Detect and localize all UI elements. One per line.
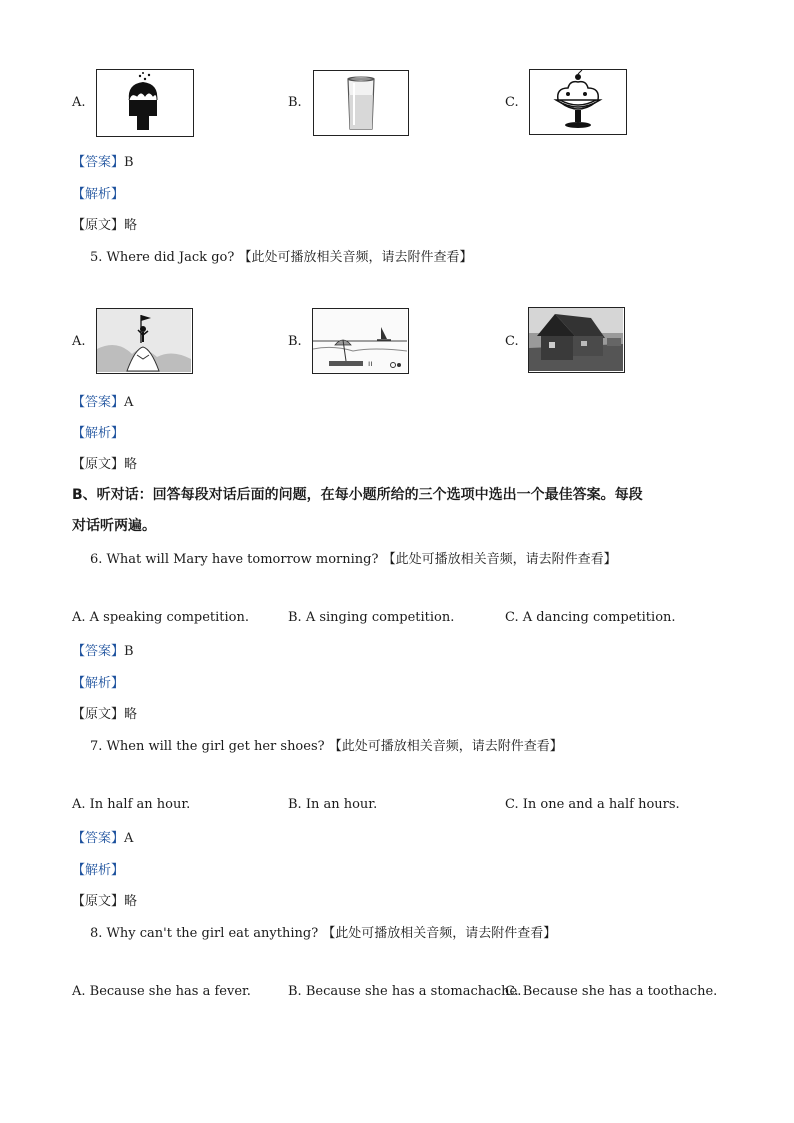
answer-tag: 【答案】	[72, 395, 125, 410]
source-tag: 【原文】	[72, 894, 125, 909]
q4-option-b-label: B.	[288, 95, 302, 110]
q4-source-row	[72, 214, 137, 233]
mountain-climber-icon	[97, 309, 191, 372]
q4-analysis-row	[72, 183, 124, 202]
q7-source-row	[72, 890, 137, 909]
answer-tag: 【答案】	[72, 155, 125, 170]
q5-option-a-image	[96, 308, 193, 374]
analysis-tag: 【解析】	[72, 676, 125, 691]
source-tag: 【原文】	[72, 707, 125, 722]
ice-cream-bar-icon	[97, 70, 192, 135]
q7-option-b: B. In an hour.	[288, 797, 378, 812]
q8-option-a: A. Because she has a fever.	[72, 984, 251, 999]
q5-source: 略	[124, 457, 138, 472]
q8-option-c: C. Because she has a toothache.	[505, 984, 718, 999]
answer-tag: 【答案】	[72, 831, 125, 846]
q4-option-c-image	[529, 69, 627, 135]
q5-option-b-image	[312, 308, 409, 374]
q6-source-row	[72, 703, 137, 722]
q5-source-row	[72, 453, 137, 472]
source-tag: 【原文】	[72, 457, 125, 472]
q5-answer-row	[72, 391, 133, 410]
ice-cream-sundae-icon	[530, 70, 625, 133]
q7-source: 略	[124, 894, 138, 909]
q5-analysis-row	[72, 422, 124, 441]
section-b-instruction-line2: 对话听两遍。	[72, 518, 156, 534]
q5-option-c-label: C.	[505, 334, 519, 349]
analysis-tag: 【解析】	[72, 187, 125, 202]
q5-option-b-label: B.	[288, 334, 302, 349]
q7-option-a: A. In half an hour.	[72, 797, 191, 812]
q5-answer: A	[124, 395, 134, 410]
q8-question: 8. Why can't the girl eat anything? 【此处可播放相关音频，请去附件查看】	[90, 926, 557, 941]
q4-option-a-image	[96, 69, 194, 137]
q8-option-b: B. Because she has a stomachache.	[288, 984, 522, 999]
q7-question: 7. When will the girl get her shoes? 【此处可播放相关音频，请去附件查看】	[90, 739, 563, 754]
analysis-tag: 【解析】	[72, 863, 125, 878]
q6-option-b: B. A singing competition.	[288, 610, 455, 625]
q6-source: 略	[124, 707, 138, 722]
q5-option-c-image	[528, 307, 625, 373]
q7-answer-row	[72, 827, 133, 846]
q5-option-a-label: A.	[72, 334, 86, 349]
q4-option-c-label: C.	[505, 95, 519, 110]
q7-analysis-row	[72, 859, 124, 878]
q6-option-c: C. A dancing competition.	[505, 610, 676, 625]
q6-option-a: A. A speaking competition.	[72, 610, 250, 625]
q7-answer: A	[124, 831, 134, 846]
beach-icon	[313, 309, 407, 372]
q5-question: 5. Where did Jack go? 【此处可播放相关音频，请去附件查看】	[90, 250, 473, 265]
q6-answer-row	[72, 640, 134, 659]
analysis-tag: 【解析】	[72, 426, 125, 441]
glass-of-water-icon	[314, 71, 407, 134]
section-b-instruction-line1: B、听对话：回答每段对话后面的问题，在每小题所给的三个选项中选出一个最佳答案。每段	[72, 487, 643, 503]
q4-option-a-label: A.	[72, 95, 86, 110]
source-tag: 【原文】	[72, 218, 125, 233]
q4-answer-row	[72, 151, 134, 170]
q6-analysis-row	[72, 672, 124, 691]
q4-option-b-image	[313, 70, 409, 136]
answer-tag: 【答案】	[72, 644, 125, 659]
q7-option-c: C. In one and a half hours.	[505, 797, 680, 812]
svg-text:ıı: ıı	[368, 359, 373, 368]
q6-answer: B	[124, 644, 134, 659]
farmhouse-icon	[529, 308, 623, 371]
q4-source: 略	[124, 218, 138, 233]
q4-answer: B	[124, 155, 134, 170]
q6-question: 6. What will Mary have tomorrow morning? 【此处可播放相关音频，请去附件查看】	[90, 552, 617, 567]
